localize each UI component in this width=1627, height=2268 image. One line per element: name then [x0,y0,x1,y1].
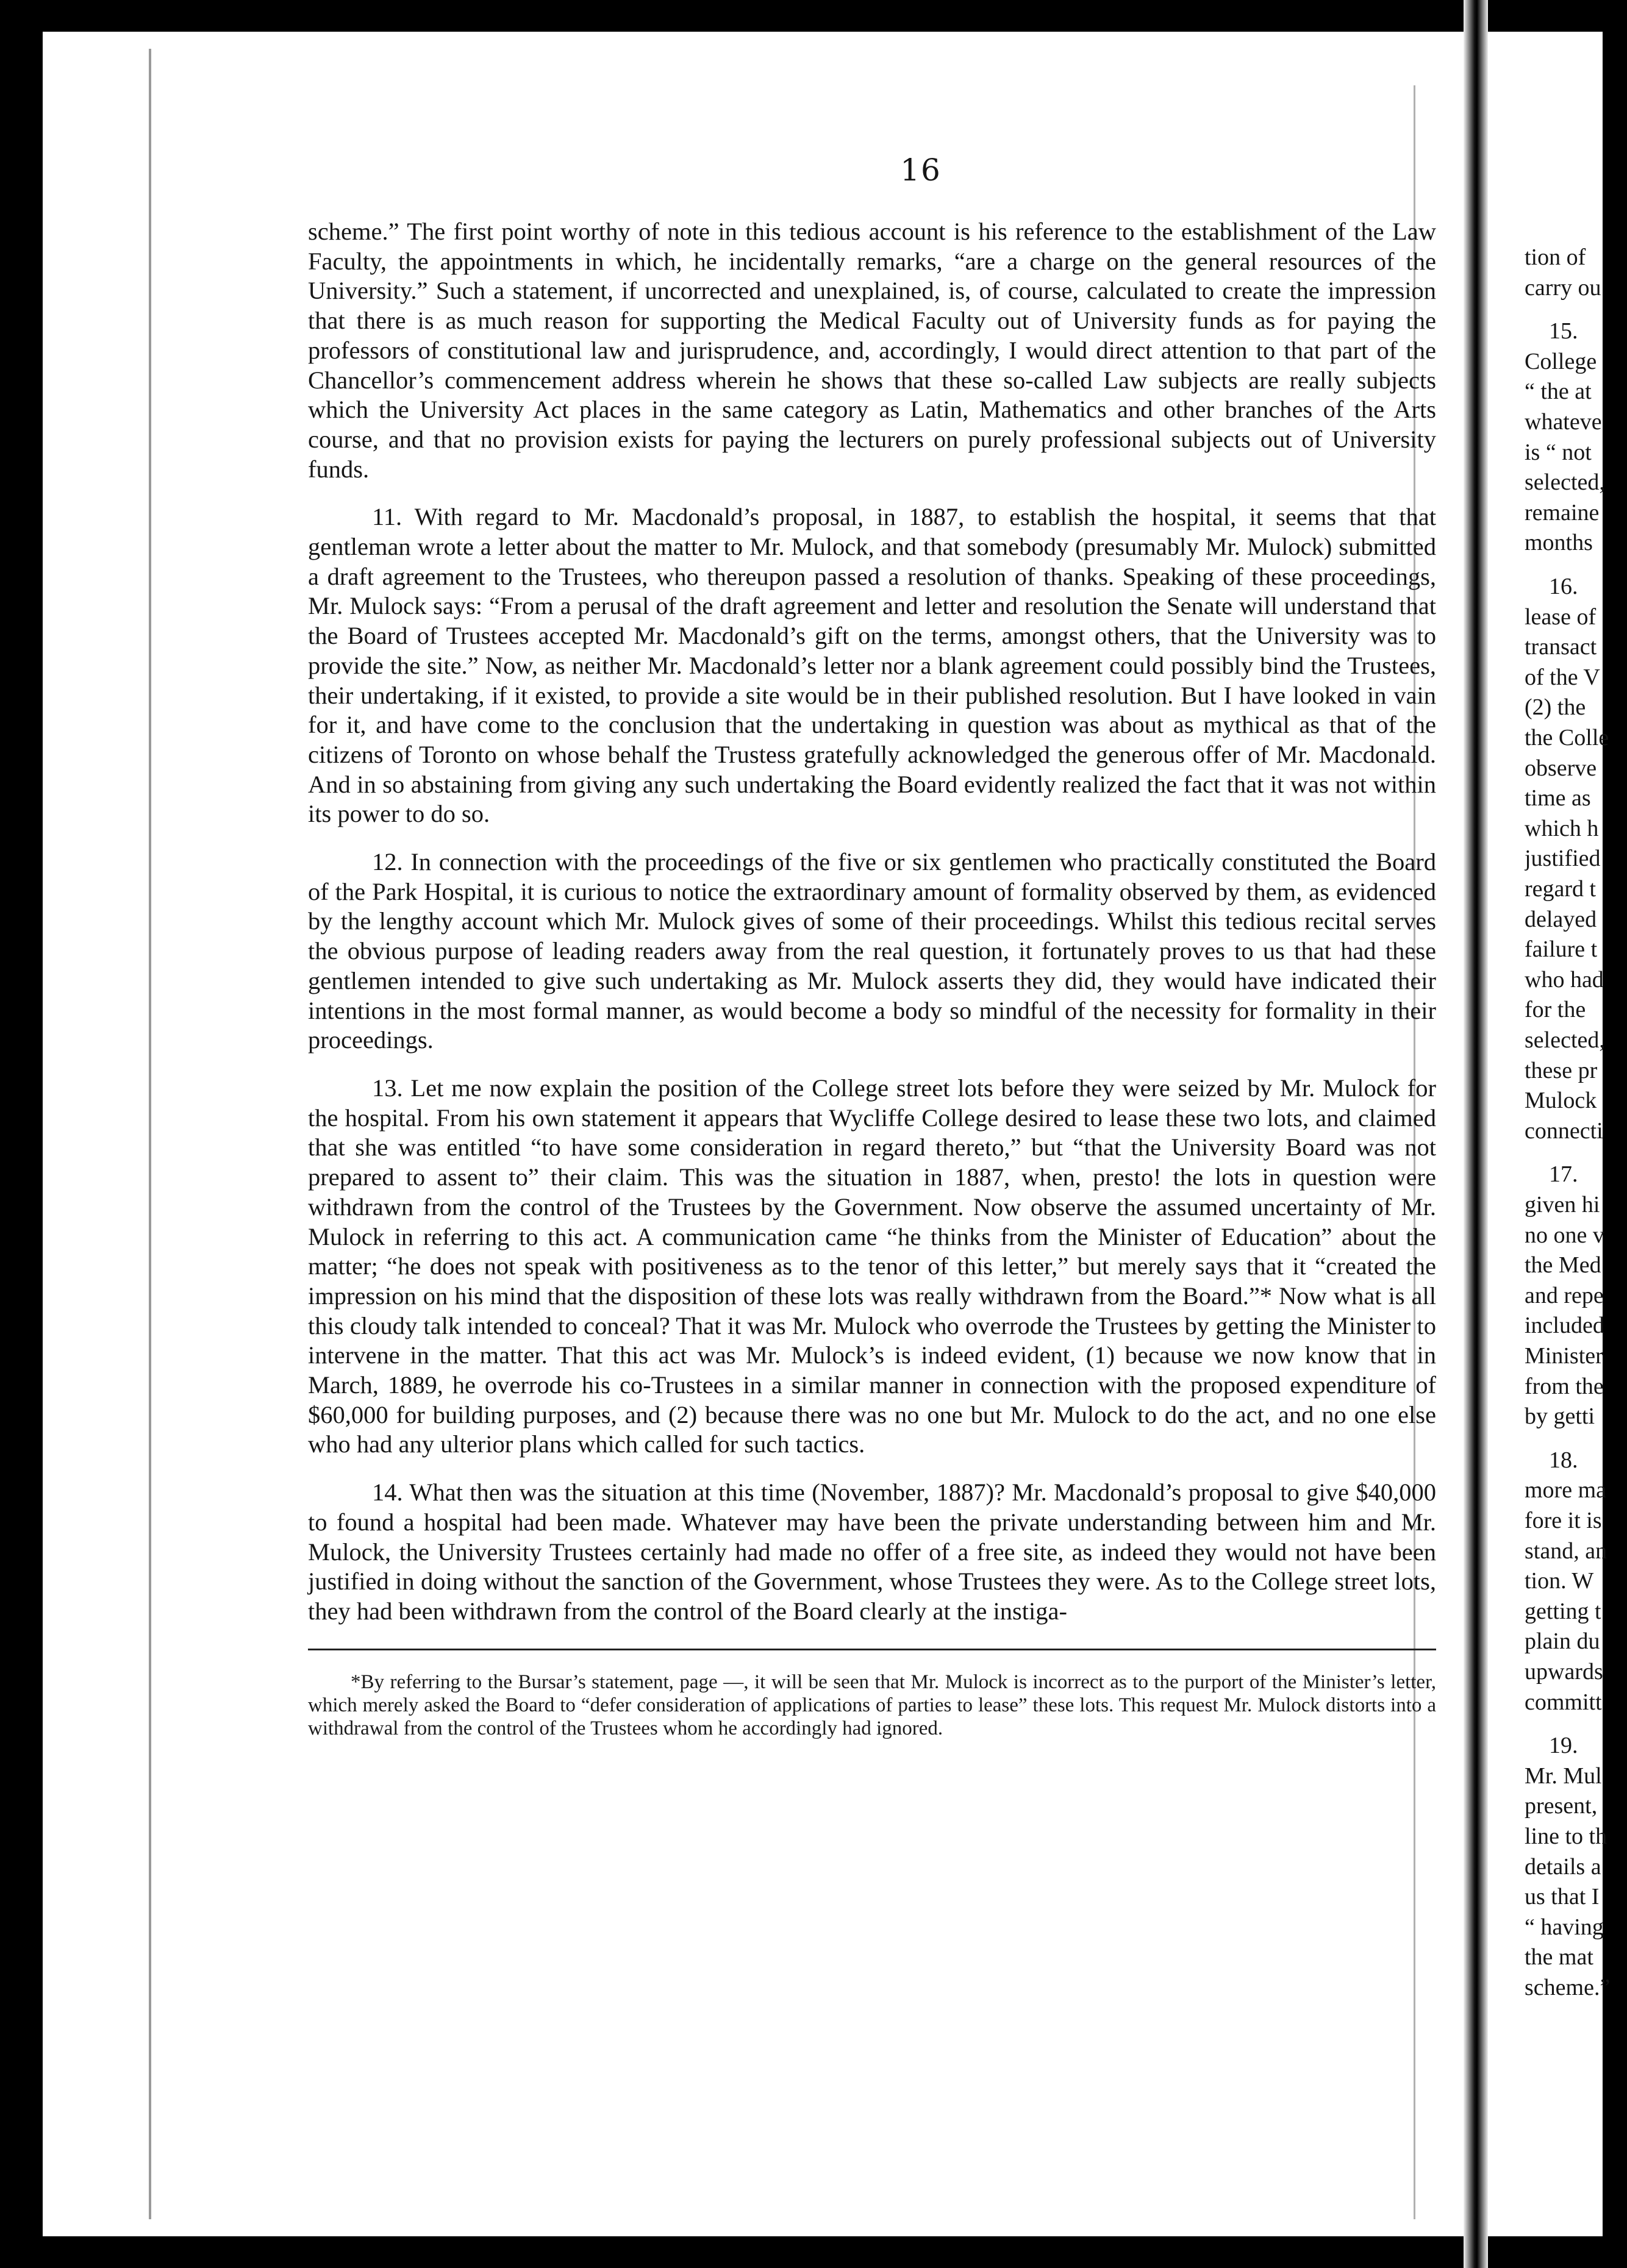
scan-left-border [0,0,43,2268]
facing-page-line: details a [1525,1853,1601,1880]
facing-page-line: line to th [1525,1824,1607,1849]
facing-page-line: Mulock [1525,1088,1597,1114]
facing-page-line: whateve [1525,409,1602,435]
facing-page-line: by getti [1525,1403,1595,1430]
scan-top-border [0,0,1627,32]
facing-page-line: who had [1525,966,1604,993]
facing-page-line: “ having [1525,1914,1604,1940]
paragraph-11: 11. With regard to Mr. Macdonald’s proposal, in 1887, to establish the hospital, it seems that that gentleman wrote a letter about the matter to Mr. Mulock, and that somebody (presumably Mr. Mulock) submitted a draft agreement to the Trustees, who thereupon passed a resolution of thanks. Speaking of these proceedings, Mr. Mulock says: “From a perusal of the draft agreement and letter and resolution the Senate will understand that the Board of Trustees accepted Mr. Macdonald’s gift on the terms, amongst others, that the University was to provide the site.” Now, as neither Mr. Macdonald’s letter nor a blank agreement could possibly bind the Trustees, their undertaking, if it existed, to provide a site would be in their published resolution. But I have looked in vain for it, and have come to the conclusion that the undertaking in question was about as mythical as that of the citizens of Toronto on whose behalf the Trustess gratefully acknowledged the generous offer of Mr. Macdonald. And in so abstaining from giving any such undertaking the Board evidently realized the fact that it was not within its power to do so. [308,503,1436,828]
facing-page-line: failure t [1525,936,1598,963]
facing-page-line: no one v [1525,1222,1604,1248]
facing-page-line: us that I [1525,1884,1600,1910]
facing-page-line: remaine [1525,499,1600,526]
facing-page-line: the Med [1525,1252,1601,1278]
facing-page-line: for the [1525,997,1586,1023]
facing-page-line: carry ou [1525,274,1601,301]
facing-page-line: Minister [1525,1343,1603,1369]
facing-page-line: included [1525,1313,1604,1339]
footnote-rule [308,1649,1436,1650]
facing-page-line: committ [1525,1689,1602,1715]
paragraph-continuation: scheme.” The first point worthy of note in this tedious account is his reference to the establishment of the Law Faculty, the appointments in which, he incidentally remarks, “are a charge on the general resources of the University.” Such a statement, if uncorrected and unexplained, is, of course, calculated to create the impression that there is as much reason for supporting the Medical Faculty out of University funds as for paying the professors of constitutional law and jurisprudence, and, accordingly, I would direct attention to that part of the Chancellor’s commencement address wherein he shows that these so-called Law subjects are really subjects which the University Act places in the same category as Latin, Mathematics and other branches of the Arts course, and that no provision exists for paying the lecturers on purely professional subjects out of University funds. [308,218,1436,483]
paragraph-13: 13. Let me now explain the position of the College street lots before they were seized by Mr. Mulock for the hospital. From his own statement it appears that Wycliffe College desired to lease these two lots, and claimed that she was entitled “to have some consideration in regard thereto,” but “that the University Board was not prepared to assent to” their claim. This was the situation in 1887, when, presto! the lots in question were withdrawn from the control of the Trustees by the Government. Now observe the assumed uncertainty of Mr. Mulock in referring to this act. A communication came “he thinks from the Minister of Education” about the matter; “he does not speak with positiveness as to the tenor of this letter,” but merely says that it “created the impression on his mind that the disposition of these lots was really withdrawn from the Board.”* Now what is all this cloudy talk intended to conceal? That it was Mr. Mulock who overrode the Trustees by getting the Minister to intervene in the matter. That this act was Mr. Mulock’s is indeed evident, (1) because we now know that in March, 1889, he overrode his co-Trustees in a similar manner in connection with the proposed expenditure of $60,000 for building purposes, and (2) because there was no one but Mr. Mulock to do the act, and no one else who had any ulterior plans which called for such tactics. [308,1074,1436,1458]
facing-page-line: upwards [1525,1659,1603,1685]
facing-page-line: College [1525,348,1597,374]
facing-page-line: justified [1525,846,1601,872]
facing-page-line: (2) the [1525,694,1586,721]
paragraph-14: 14. What then was the situation at this time (November, 1887)? Mr. Macdonald’s proposal to give $40,000 to found a hospital had been made. Whatever may have been the private understanding between him and Mr. Mulock, the University Trustees certainly had made no offer of a free site, as indeed they would not have been justified in doing without the sanction of the Government, whose Trustees they were. As to the College street lots, they had been withdrawn from the control of the Board clearly at the instiga- [308,1478,1436,1625]
footnote: *By referring to the Bursar’s statement, page —, it will be seen that Mr. Mulock is incorrect as to the purport of the Minister’s letter, which merely asked the Board to “defer consideration of applications of parties to lease” these lots. This request Mr. Mulock distorts into a withdrawal from the control of the Trustees whom he accordingly had ignored. [308,1671,1436,1739]
book-gutter [1464,0,1488,2268]
facing-page-line: plain du [1525,1628,1600,1655]
facing-page-line: from the [1525,1373,1604,1399]
facing-page-line: 17. [1549,1161,1578,1188]
facing-page-line: lease of [1525,604,1597,630]
facing-page-line: 16. [1549,574,1578,599]
facing-page-line: selected, [1525,469,1605,496]
facing-page-line: connecti [1525,1118,1603,1144]
facing-page-line: scheme.” [1525,1975,1611,2000]
facing-page-line: getting t [1525,1598,1601,1624]
facing-page-line: given hi [1525,1192,1600,1218]
facing-page-line: tion. W [1525,1568,1594,1594]
facing-page-line: 19. [1549,1733,1578,1759]
facing-page-line: observe [1525,755,1597,781]
facing-page-line: transact [1525,634,1597,660]
facing-page-line: and repe [1525,1282,1604,1308]
facing-page-line: 18. [1549,1447,1578,1473]
main-page [308,152,1436,1760]
facing-page-line: tion of [1525,244,1586,270]
page-number: 16 [900,152,942,188]
scan-bottom-border [0,2236,1627,2268]
facing-page-line: time as [1525,785,1591,811]
facing-page-line: regard t [1525,876,1597,902]
facing-page-line: is “ not [1525,439,1592,465]
facing-page-line: fore it is [1525,1508,1602,1533]
facing-page-fragment [1525,244,1627,2005]
facing-page-line: of the V [1525,664,1600,690]
facing-page-line: selected, [1525,1027,1605,1053]
facing-page-line: delayed [1525,906,1597,932]
facing-page-line: the Colle [1525,725,1609,751]
facing-page-line: present, [1525,1793,1598,1819]
page-edge-left [149,49,151,2219]
facing-page-line: these pr [1525,1057,1598,1083]
paragraph-12: 12. In connection with the proceedings of the five or six gentlemen who practically constituted the Board of the Park Hospital, it is curious to notice the extraordinary amount of formality observed by them, as evidenced by the lengthy account which Mr. Mulock gives of some of their proceedings. Whilst this tedious recital serves the obvious purpose of leading readers away from the real question, it fortunately proves to us that had these gentlemen intended to give such undertaking as Mr. Mulock asserts they did, they would have indicated their intentions in the most formal manner, as would become a body so mindful of the necessity for formality in their proceedings. [308,848,1436,1054]
facing-page-line: stand, an [1525,1538,1607,1564]
facing-page-line: Mr. Mul [1525,1763,1602,1789]
facing-page-line: “ the at [1525,379,1592,405]
facing-page-line: which h [1525,815,1599,841]
facing-page-line: the mat [1525,1944,1593,1970]
facing-page-line: months [1525,530,1593,556]
facing-page-line: more ma [1525,1477,1607,1503]
facing-page-line: 15. [1549,318,1578,344]
